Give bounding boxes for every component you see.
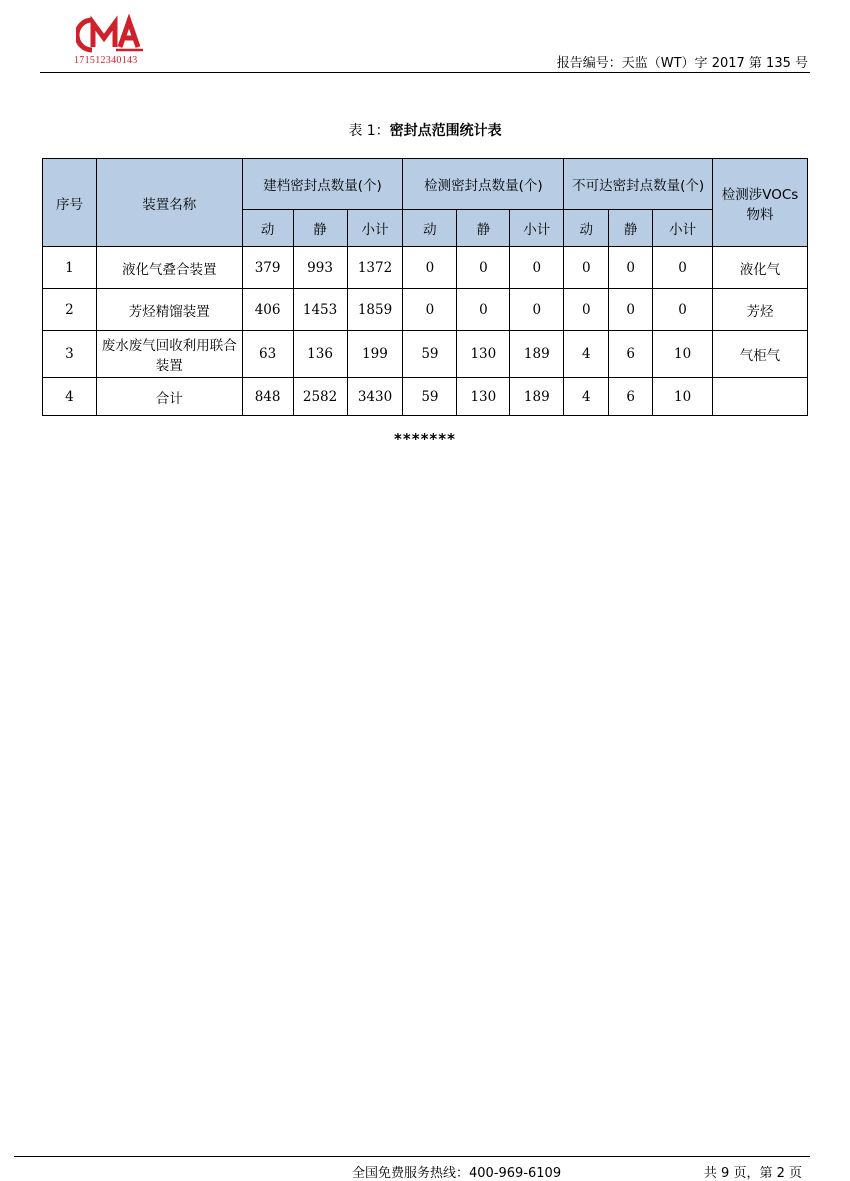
cell-unreachable-dynamic: 4 bbox=[564, 331, 609, 378]
cell-seq: 2 bbox=[43, 289, 97, 331]
cell-unit-name: 液化气叠合装置 bbox=[96, 247, 242, 289]
page-indicator: 共 9 页，第 2 页 bbox=[703, 1166, 802, 1181]
subheader-detected-dynamic: 动 bbox=[403, 210, 457, 247]
report-number: 报告编号：天监（WT）字 2017 第 135 号 bbox=[556, 56, 808, 71]
cell-detected-dynamic: 0 bbox=[403, 289, 457, 331]
header-detected-points: 检测密封点数量(个) bbox=[403, 159, 564, 210]
subheader-archived-dynamic: 动 bbox=[242, 210, 293, 247]
cell-archived-static: 2582 bbox=[293, 378, 347, 416]
cell-archived-subtotal: 199 bbox=[347, 331, 403, 378]
subheader-unreachable-subtotal: 小计 bbox=[653, 210, 713, 247]
subheader-detected-static: 静 bbox=[457, 210, 510, 247]
cell-detected-subtotal: 189 bbox=[510, 331, 564, 378]
cell-detected-subtotal: 0 bbox=[510, 247, 564, 289]
cell-unreachable-subtotal: 0 bbox=[653, 289, 713, 331]
cell-detected-static: 0 bbox=[457, 247, 510, 289]
header-unit-name: 装置名称 bbox=[96, 159, 242, 247]
cell-archived-dynamic: 63 bbox=[242, 331, 293, 378]
cma-code: 171512340143 bbox=[74, 55, 138, 66]
cell-archived-subtotal: 3430 bbox=[347, 378, 403, 416]
cell-archived-static: 993 bbox=[293, 247, 347, 289]
cell-detected-dynamic: 59 bbox=[403, 331, 457, 378]
service-hotline: 全国免费服务热线：400-969-6109 bbox=[352, 1166, 562, 1181]
cell-seq: 4 bbox=[43, 378, 97, 416]
cell-archived-subtotal: 1372 bbox=[347, 247, 403, 289]
subheader-detected-subtotal: 小计 bbox=[510, 210, 564, 247]
header-seq: 序号 bbox=[43, 159, 97, 247]
cell-unreachable-dynamic: 0 bbox=[564, 289, 609, 331]
cell-archived-subtotal: 1859 bbox=[347, 289, 403, 331]
cell-seq: 3 bbox=[43, 331, 97, 378]
cell-detected-dynamic: 59 bbox=[403, 378, 457, 416]
cell-vocs-material: 芳烃 bbox=[713, 289, 808, 331]
cell-detected-dynamic: 0 bbox=[403, 247, 457, 289]
table-row bbox=[43, 378, 808, 416]
cell-detected-subtotal: 189 bbox=[510, 378, 564, 416]
cell-unreachable-dynamic: 0 bbox=[564, 247, 609, 289]
cell-archived-dynamic: 848 bbox=[242, 378, 293, 416]
cell-unreachable-subtotal: 0 bbox=[653, 247, 713, 289]
cell-archived-static: 1453 bbox=[293, 289, 347, 331]
cell-archived-dynamic: 379 bbox=[242, 247, 293, 289]
end-of-table-mark: ******* bbox=[394, 430, 456, 448]
cell-unreachable-static: 6 bbox=[609, 331, 653, 378]
cell-unreachable-subtotal: 10 bbox=[653, 378, 713, 416]
cell-seq: 1 bbox=[43, 247, 97, 289]
table-row bbox=[43, 331, 808, 378]
header-divider bbox=[40, 72, 810, 73]
cell-vocs-material bbox=[713, 378, 808, 416]
cell-detected-static: 130 bbox=[457, 378, 510, 416]
table-title-prefix: 表 1： bbox=[348, 123, 390, 139]
cell-archived-dynamic: 406 bbox=[242, 289, 293, 331]
cell-unreachable-static: 0 bbox=[609, 247, 653, 289]
cell-archived-static: 136 bbox=[293, 331, 347, 378]
cell-unreachable-dynamic: 4 bbox=[564, 378, 609, 416]
cell-unit-name: 废水废气回收利用联合装置 bbox=[96, 331, 242, 378]
cell-unit-name: 芳烃精馏装置 bbox=[96, 289, 242, 331]
table-row bbox=[43, 289, 808, 331]
table-row bbox=[43, 247, 808, 289]
cell-unreachable-static: 6 bbox=[609, 378, 653, 416]
cell-detected-static: 130 bbox=[457, 331, 510, 378]
header-vocs-material: 检测涉VOCs 物料 bbox=[713, 159, 808, 247]
cell-vocs-material: 气柜气 bbox=[713, 331, 808, 378]
cell-vocs-material: 液化气 bbox=[713, 247, 808, 289]
cma-logo bbox=[76, 14, 146, 54]
cell-detected-subtotal: 0 bbox=[510, 289, 564, 331]
subheader-unreachable-static: 静 bbox=[609, 210, 653, 247]
table-title bbox=[0, 120, 850, 140]
subheader-archived-static: 静 bbox=[293, 210, 347, 247]
subheader-unreachable-dynamic: 动 bbox=[564, 210, 609, 247]
footer-divider bbox=[14, 1156, 810, 1157]
header-unreachable-points: 不可达密封点数量(个) bbox=[564, 159, 713, 210]
cell-unreachable-static: 0 bbox=[609, 289, 653, 331]
subheader-archived-subtotal: 小计 bbox=[347, 210, 403, 247]
table-title-text: 密封点范围统计表 bbox=[389, 123, 502, 139]
header-archived-points: 建档密封点数量(个) bbox=[242, 159, 403, 210]
cell-unit-name: 合计 bbox=[96, 378, 242, 416]
cell-unreachable-subtotal: 10 bbox=[653, 331, 713, 378]
cell-detected-static: 0 bbox=[457, 289, 510, 331]
seal-point-table bbox=[42, 158, 808, 416]
